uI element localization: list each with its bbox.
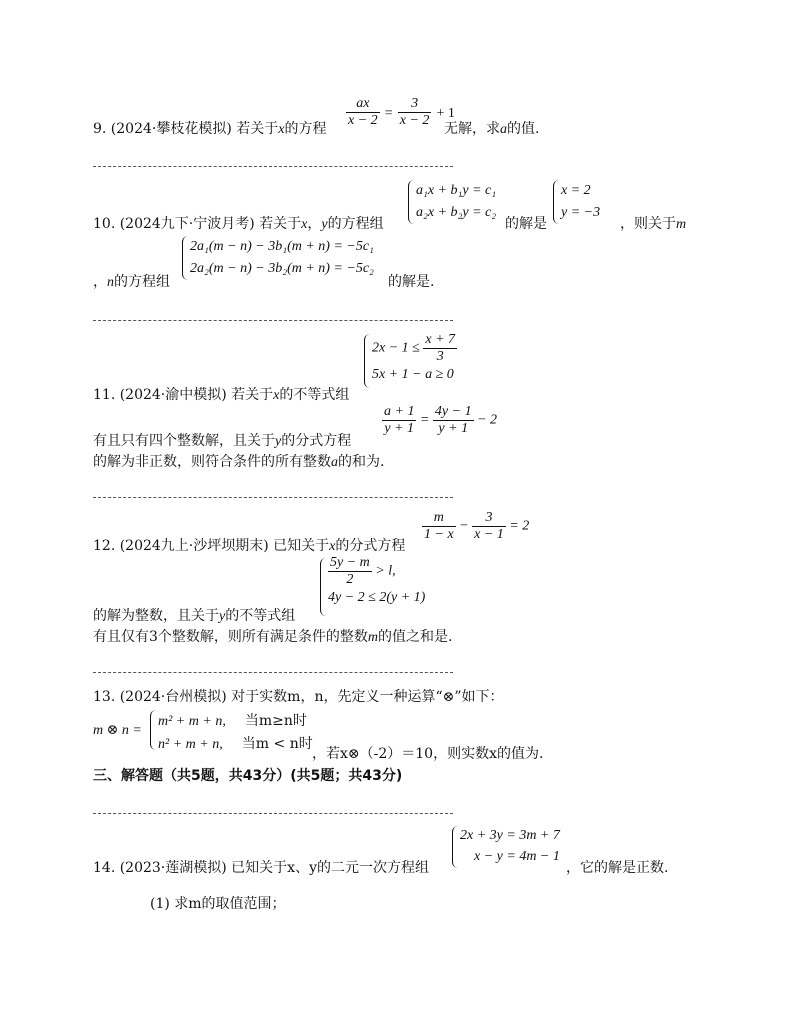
- problem-12-ineq-1-den: 2: [346, 572, 354, 587]
- problem-10-var-y: y: [321, 217, 328, 232]
- problem-12-system: [328, 555, 425, 606]
- problem-11-frac-equals: =: [419, 412, 430, 428]
- separator-5: [93, 813, 453, 814]
- problem-12-lead: 12. (2024九上·沙坪坝期末) 已知关于: [93, 538, 330, 554]
- problem-10-line-2-mid: 的方程组: [114, 274, 170, 290]
- problem-13-brace: [150, 710, 157, 750]
- problem-11-frac-right: [433, 404, 474, 437]
- problem-10-solution-line-2: y = −3: [561, 205, 601, 220]
- problem-11-line-3-text: 的解为非正数，则符合条件的所有整数: [93, 454, 331, 470]
- problem-10-solution: [561, 180, 600, 224]
- problem-9-frac-left-den: x − 2: [348, 113, 378, 128]
- problem-12-frac-2-den: x − 1: [474, 527, 504, 542]
- problem-11-line-3: [93, 451, 384, 471]
- problem-12-frac-1-num: m: [422, 510, 456, 527]
- problem-13-case-2: [158, 732, 313, 755]
- problem-12-frac-1-den: 1 − x: [424, 527, 454, 542]
- problem-14-system-line-1: 2x + 3y = 3m + 7: [460, 828, 560, 843]
- problem-10-system-2-line-1: 2a₁(m − n) − 3b₁(m + n) = −5c₁: [190, 239, 374, 254]
- separator-2: [93, 320, 453, 321]
- problem-13-case-1-cond: 当m≥n时: [244, 713, 307, 729]
- problem-9-frac-right-den: x − 2: [399, 113, 430, 128]
- problem-10-comma: ，: [307, 216, 322, 232]
- problem-10-tail-text: ，则关于: [620, 216, 676, 232]
- problem-9-mid: 的方程: [284, 121, 327, 137]
- problem-13-cases: [158, 709, 313, 755]
- problem-12-frac-1: [422, 510, 456, 543]
- problem-11-ineq-1-frac: [423, 332, 457, 365]
- problem-9-var-a: a: [500, 122, 507, 137]
- problem-12-frac-2: [472, 510, 506, 543]
- problem-11-var-y: y: [275, 434, 282, 449]
- problem-11-ineq-2: 5x + 1 − a ≥ 0: [372, 367, 454, 382]
- problem-12-line-2-tail: 的不等式组: [225, 608, 296, 624]
- problem-9-tail-text2: 的值.: [507, 121, 540, 137]
- problem-11-line-2-text: 有且只有四个整数解，且关于: [93, 433, 275, 449]
- problem-12-ineq-1-num: 5y − m: [330, 555, 370, 570]
- separator-3: [93, 497, 453, 498]
- problem-14-lead: 14. (2023·莲湖模拟) 已知关于x、y的二元一次方程组: [93, 860, 429, 876]
- problem-12-ineq-2: 4y − 2 ≤ 2(y + 1): [328, 590, 426, 605]
- problem-11-system: [372, 332, 457, 383]
- problem-11-line-2: [93, 430, 351, 450]
- problem-10-line-2-tail: 的解是.: [388, 274, 435, 290]
- problem-13-tail: ，若x⊗（-2）＝10，则实数x的值为.: [312, 746, 544, 762]
- problem-10-lead: 10. (2024九下·宁波月考) 若关于: [93, 216, 302, 232]
- problem-9: [93, 118, 326, 138]
- problem-9-tail-text: 无解，求: [444, 121, 500, 137]
- problem-11-lead: 11. (2024·渝中模拟) 若关于: [93, 387, 274, 403]
- problem-12-line-3-tail: 的值之和是.: [378, 629, 453, 645]
- problem-9-equation: [346, 96, 455, 129]
- problem-12-line-3-text: 有且仅有3个整数解，则所有满足条件的整数: [93, 629, 368, 645]
- problem-10-brace-1: [408, 180, 415, 224]
- problem-9-lead: 9. (2024·攀枝花模拟) 若关于: [93, 121, 279, 137]
- problem-14-system-line-2: x − y = 4m − 1: [474, 849, 560, 864]
- problem-9-var-x: x: [278, 122, 285, 137]
- problem-12-var-y: y: [219, 609, 226, 624]
- problem-10-line-2-lead: ，: [93, 274, 107, 290]
- problem-13-case-2-expr: n² + m + n,: [158, 737, 223, 752]
- problem-11-line-2-tail: 的分式方程: [281, 433, 352, 449]
- problem-12-var-m: m: [367, 630, 379, 645]
- problem-11-mid: 的不等式组: [279, 387, 350, 403]
- problem-9-frac-left: [346, 96, 380, 129]
- problem-13-line-1: 13. (2024·台州模拟) 对于实数m，n，先定义一种运算“⊗”如下：: [93, 689, 504, 705]
- problem-10-system-1: [416, 180, 496, 224]
- separator-1: [93, 166, 453, 167]
- problem-10-line-1: [93, 213, 384, 233]
- problem-11-frac-left: [382, 404, 416, 437]
- problem-9-equals: =: [384, 106, 393, 121]
- problem-12-frac-2-num: 3: [472, 510, 506, 527]
- problem-11-line-1: [93, 384, 349, 404]
- problem-13-case-1-expr: m² + m + n,: [158, 714, 226, 729]
- problem-9-frac-right-num: 3: [398, 96, 432, 113]
- problem-11-var-a: a: [331, 455, 338, 470]
- problem-11-ineq-1: [372, 332, 457, 365]
- problem-12-equals: = 2: [509, 518, 530, 534]
- problem-13-case-2-cond: 当m < n时: [241, 736, 313, 752]
- problem-11-frac-right-num: 4y − 1: [434, 404, 472, 419]
- separator-4: [93, 672, 453, 673]
- problem-10-mid: 的方程组: [327, 216, 384, 232]
- problem-10-brace-2: [553, 180, 560, 224]
- problem-13-case-1: [158, 709, 313, 732]
- problem-11-ineq-1-num: x + 7: [425, 332, 456, 347]
- problem-10-brace-3: [182, 236, 189, 280]
- problem-11-frac-left-den: y + 1: [384, 421, 415, 436]
- problem-12-brace: [320, 558, 327, 616]
- problem-10-line-2: [93, 271, 170, 291]
- problem-14-brace: [452, 826, 459, 868]
- problem-10-solution-line-1: x = 2: [561, 183, 591, 198]
- problem-13-op-left: m ⊗ n =: [93, 723, 142, 738]
- problem-10-system-2: [190, 236, 374, 280]
- problem-12-line-1: [93, 535, 405, 555]
- problem-11-frac-right-den: y + 1: [438, 421, 469, 436]
- problem-11-brace: [364, 334, 371, 388]
- problem-9-tail: [444, 118, 539, 138]
- problem-14-tail: ，它的解是正数.: [566, 860, 669, 876]
- problem-9-plus: + 1: [436, 106, 455, 121]
- problem-10-var-x: x: [301, 217, 308, 232]
- problem-10-var-m: m: [676, 217, 687, 232]
- problem-10-system-1-line-1: a₁x + b₁y = c₁: [416, 183, 497, 198]
- problem-9-frac-left-num: ax: [346, 96, 380, 113]
- problem-12-var-x: x: [329, 539, 336, 554]
- problem-11-line-3-tail: 的和为.: [338, 454, 385, 470]
- problem-11-ineq-1-den: 3: [436, 349, 444, 364]
- problem-11-fraction-equation: [382, 404, 497, 437]
- problem-12-minus: −: [459, 518, 469, 534]
- problem-11-frac-left-num: a + 1: [384, 404, 415, 419]
- problem-12-ineq-1-frac: [328, 555, 372, 588]
- problem-11-var-x: x: [273, 388, 280, 403]
- problem-12-line-2: [93, 605, 295, 625]
- problem-12-line-3: [93, 626, 452, 646]
- section-3-title: 三、解答题（共5题，共43分）(共5题；共43分): [93, 768, 403, 784]
- problem-11-ineq-1-left: 2x − 1 ≤: [372, 340, 420, 356]
- problem-10-var-n: n: [107, 275, 114, 290]
- problem-12-mid: 的分式方程: [335, 538, 406, 554]
- problem-10-system-2-line-2: 2a₂(m − n) − 3b₂(m + n) = −5c₂: [190, 261, 374, 276]
- problem-10-tail: [620, 213, 686, 233]
- problem-12-equation: [422, 510, 529, 543]
- problem-11-frac-minus: − 2: [477, 412, 498, 428]
- problem-9-frac-right: [398, 96, 432, 129]
- problem-10-system-1-line-2: a₂x + b₂y = c₂: [416, 205, 497, 220]
- problem-10-sol-text: 的解是: [505, 216, 547, 232]
- problem-12-ineq-1-right: > l,: [375, 563, 396, 579]
- problem-14-system: [460, 825, 560, 867]
- problem-12-line-2-text: 的解为整数，且关于: [93, 608, 219, 624]
- problem-14-subquestion-1: (1) 求m的取值范围；: [150, 896, 286, 912]
- problem-12-ineq-1: [328, 555, 425, 588]
